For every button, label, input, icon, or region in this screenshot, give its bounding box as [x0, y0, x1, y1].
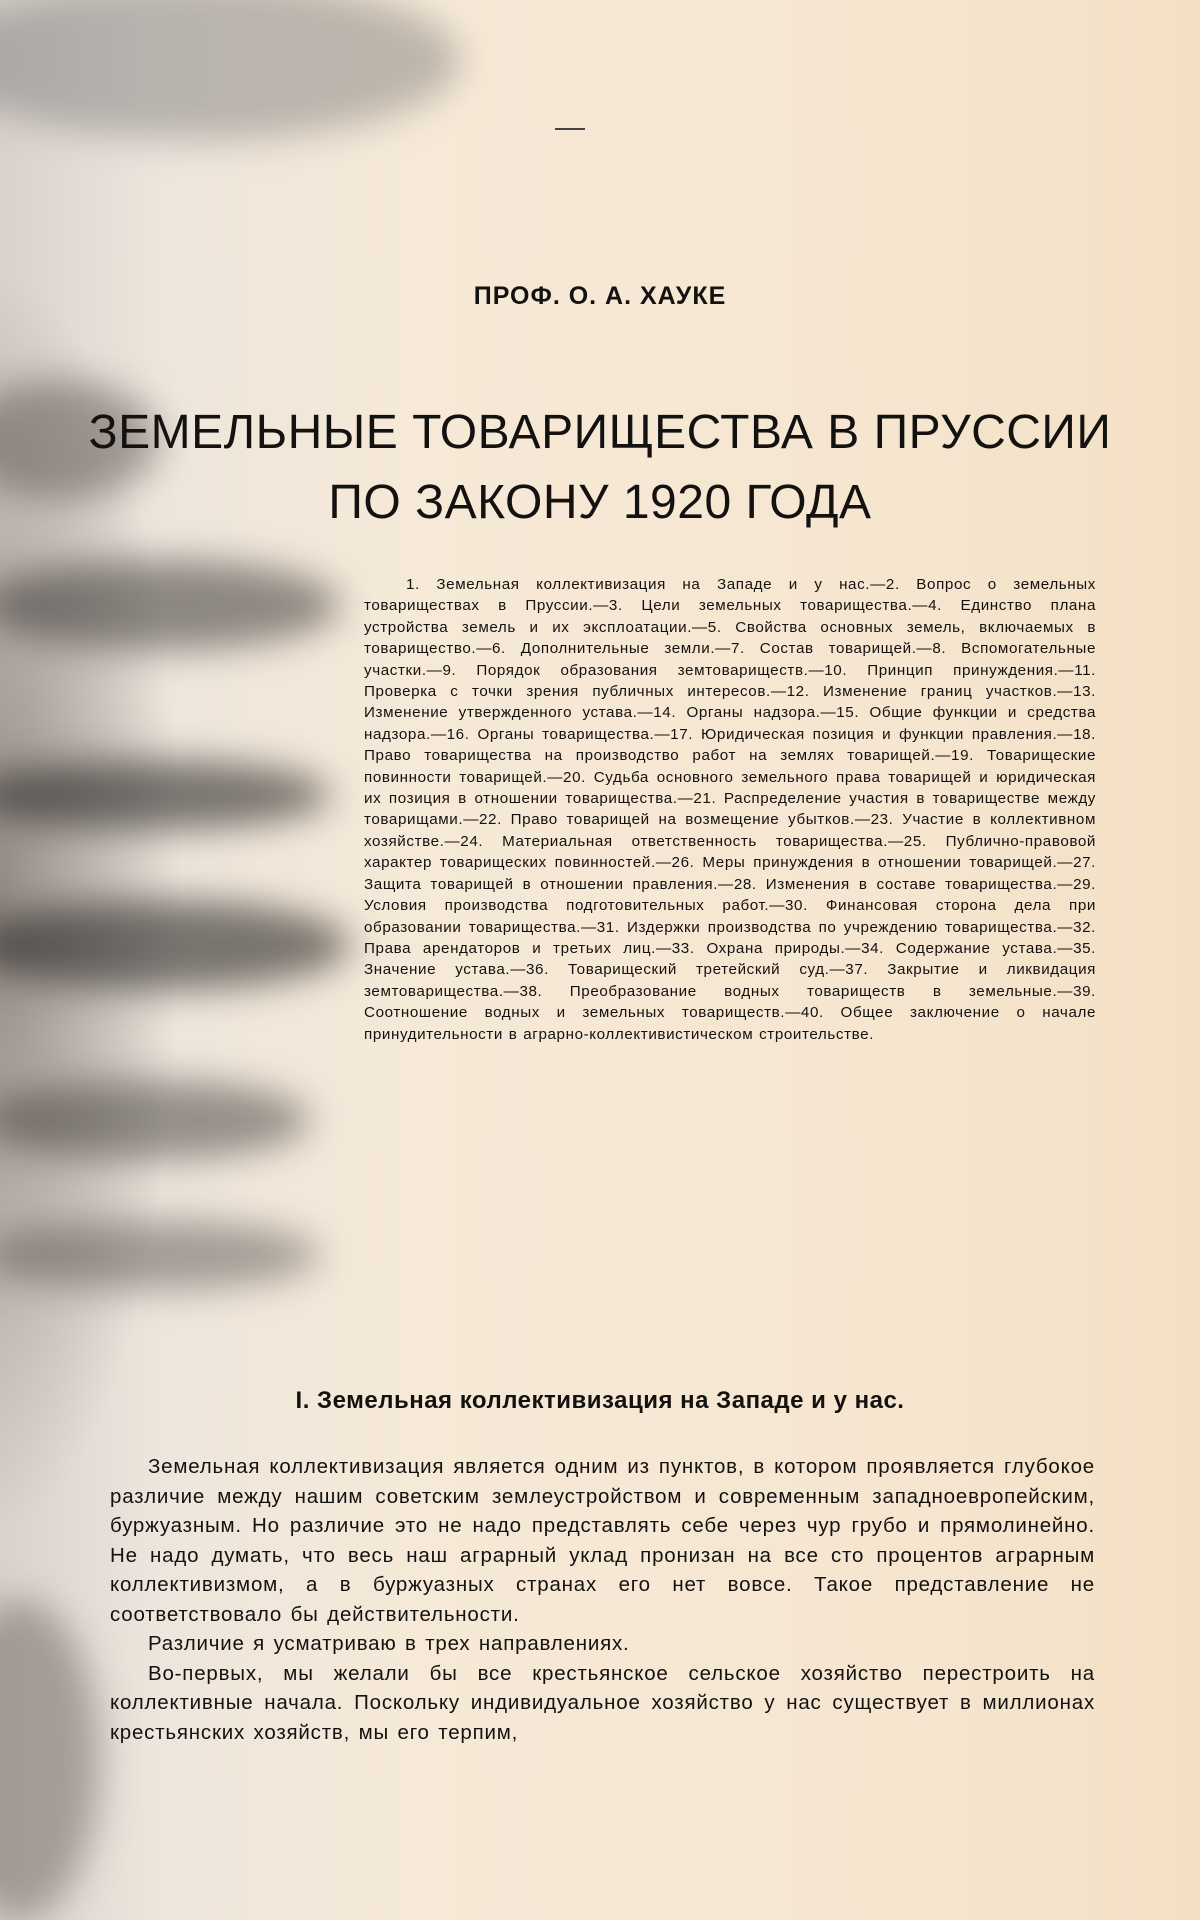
article-title — [40, 398, 1160, 538]
scan-smudge — [0, 1220, 320, 1290]
title-line-1: ЗЕМЕЛЬНЫЕ ТОВАРИЩЕСТВА В ПРУССИИ — [88, 406, 1112, 459]
scan-smudge — [0, 760, 330, 830]
section-heading: I. Земельная коллективизация на Западе и у нас. — [295, 1387, 905, 1414]
scan-smudge — [0, 0, 460, 140]
paragraph: Земельная коллективизация является одним из пунктов, в котором проявляется глубокое различие между нашим советским землеустройством и современным западноевропейским, буржуазным. Но различие это не надо представлять себе через чур грубо и прямолинейно. Не надо думать, что весь наш аграрный уклад пронизан на все сто процентов аграрным коллективизмом, а в буржуазных странах его нет вовсе. Такое представление не соответствовало бы действительности. — [110, 1455, 1095, 1626]
scan-smudge — [0, 1600, 100, 1920]
paragraph: Различие я усматриваю в трех направлениях. — [148, 1632, 630, 1655]
author-name: ПРОФ. О. А. ХАУКЕ — [473, 282, 727, 310]
header-rule — [555, 128, 585, 130]
paragraph: Во-первых, мы желали бы все крестьянское сельское хозяйство перестроить на коллективные начала. Поскольку индивидуальное хозяйство у нас существует в миллионах крестьянских хозяйств, мы его терпим, — [110, 1661, 1095, 1744]
table-of-contents: 1. Земельная коллективизация на Западе и у нас.—2. Вопрос о земельных товариществах в Пруссии.—3. Цели земельных товарищества.—4. Единство плана устройства земель и их эксплоатации.—5. Свойства основных земель, включаемых в товарищество.—6. Дополнительные земли.—7. Состав товарищей.—8. Вспомогательные участки.—9. Порядок образования земтовариществ.—10. Принцип принуждения.—11. Проверка с точки зрения публичных интересов.—12. Изменение границ участков.—13. Изменение утвержденного устава.—14. Органы надзора.—15. Общие функции и средства надзора.—16. Органы товарищества.—17. Юридическая позиция и функции правления.—18. Право товарищества на производство работ на землях товарищей.—19. Товарищеские повинности товарищей.—20. Судьба основного земельного права товарищей и юридическая их позиция в отношении товарищества.—21. Распределение участия в товариществе между товарищами.—22. Право товарищей на возмещение убытков.—23. Участие в коллективном хозяйстве.—24. Материальная ответственность товарищества.—25. Публично-правовой характер товарищеских повинностей.—26. Меры принуждения в отношении товарищей.—27. Защита товарищей в отношении правления.—28. Изменения в составе товарищества.—29. Условия производства подготовительных работ.—30. Финансовая сторона дела при образовании товарищества.—31. Издержки производства по учреждению товарищества.—32. Права арендаторов и третьих лиц.—33. Охрана природы.—34. Содержание устава.—35. Значение устава.—36. Товарищеский третейский суд.—37. Закрытие и ликвидация земтоварищества.—38. Преобразование водных товариществ в земельные.—39. Соотношение водных и земельных товариществ.—40. Общее заключение о начале принудительности в аграрно-коллективистическом строительстве. — [364, 576, 1096, 1043]
scan-smudge — [0, 900, 350, 990]
title-line-2: ПО ЗАКОНУ 1920 ГОДА — [328, 476, 872, 529]
scan-smudge — [0, 1080, 310, 1160]
scan-smudge — [0, 560, 340, 650]
section-body — [110, 1452, 1095, 1747]
